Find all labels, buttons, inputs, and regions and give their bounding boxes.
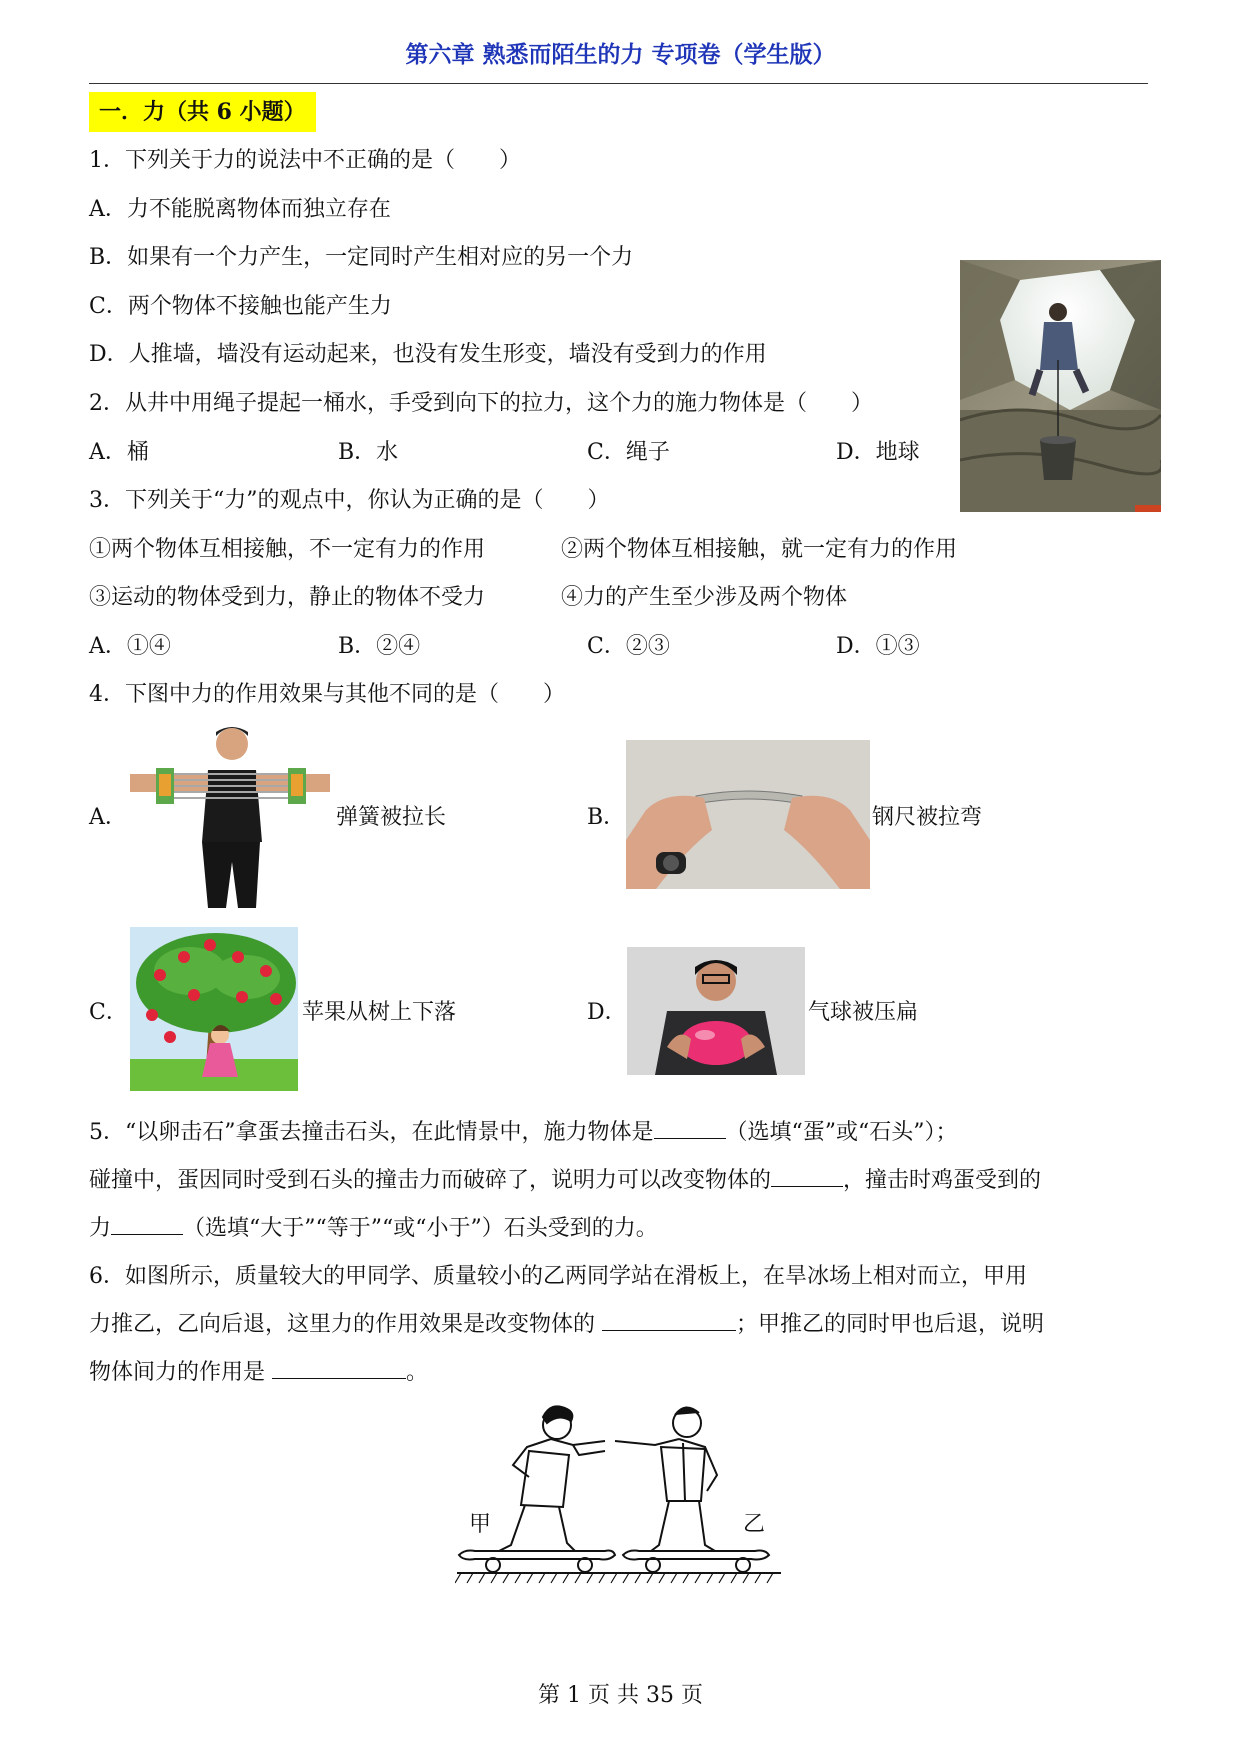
q5-line-2-text-b: ，撞击时鸡蛋受到的 [843,1168,1042,1193]
spring-stretcher-photo [130,722,330,908]
q6-blank-1[interactable] [602,1330,736,1331]
q6-line-2-text-a: 力推乙，乙向后退，这里力的作用效果是改变物体的 [89,1312,596,1337]
section-title: 一．力（共 6 小题） [89,92,316,132]
q6-line-3-text-a: 物体间力的作用是 [89,1360,266,1385]
q2-stem: 2．从井中用绳子提起一桶水，手受到向下的拉力，这个力的施力物体是（ ） [89,391,873,416]
q2-option-a: A．桶 [89,440,149,465]
q4-option-d-letter: D． [587,1000,627,1025]
label-jia: 甲 [469,1512,492,1537]
q5-line-3-text-a: 力 [89,1216,112,1241]
q6-line-2-text-b: ；甲推乙的同时甲也后退，说明 [736,1312,1045,1337]
q5-line-1-text-b: （选填“蛋”或“石头”）； [725,1120,958,1145]
label-yi: 乙 [743,1512,766,1537]
q3-statement-3: ③运动的物体受到力，静止的物体不受力 [89,585,486,610]
q4-option-c-letter: C． [89,1000,128,1025]
q3-statement-2: ②两个物体互相接触，就一定有力的作用 [561,537,958,562]
q1-option-b: B．如果有一个力产生，一定同时产生相对应的另一个力 [89,245,634,270]
q5-line-1 [89,1118,958,1148]
q1-option-d: D．人推墙，墙没有运动起来，也没有发生形变，墙没有受到力的作用 [89,342,767,367]
q3-option-a: A．①④ [89,634,171,659]
q6-blank-2[interactable] [272,1378,406,1379]
header-divider [89,83,1148,84]
q3-option-d: D．①③ [836,634,920,659]
q2-option-b: B．水 [338,440,399,465]
q6-line-1: 6．如图所示，质量较大的甲同学、质量较小的乙两同学站在滑板上，在旱冰场上相对而立，甲用 [89,1264,1028,1289]
q5-line-1-text-a: 5．“以卵击石”拿蛋去撞击石头，在此情景中，施力物体是 [89,1120,654,1145]
q3-statement-1: ①两个物体互相接触，不一定有力的作用 [89,537,486,562]
q6-line-3-text-b: 。 [406,1360,429,1385]
q6-line-2 [89,1310,1044,1340]
q1-stem: 1．下列关于力的说法中不正确的是（ ） [89,148,521,173]
page-header-title: 第六章 熟悉而陌生的力 专项卷（学生版） [405,42,836,68]
q2-option-d: D．地球 [836,440,920,465]
q4-stem: 4．下图中力的作用效果与其他不同的是（ ） [89,682,565,707]
q3-statement-4: ④力的产生至少涉及两个物体 [561,585,848,610]
q4-option-b-letter: B． [587,805,626,830]
q3-option-b: B．②④ [338,634,421,659]
q5-blank-2[interactable] [771,1186,843,1187]
q5-blank-1[interactable] [654,1138,726,1139]
q4-option-c-text: 苹果从树上下落 [302,1000,457,1025]
q4-option-d-text: 气球被压扁 [808,1000,919,1025]
page-footer: 第 1 页 共 35 页 [538,1683,703,1708]
q6-line-3 [89,1358,428,1388]
q5-line-3-text-b: （选填“大于”“等于”“或“小于”）石头受到的力。 [183,1216,658,1241]
q4-option-a-letter: A． [89,805,127,830]
q5-line-3 [89,1214,658,1244]
q5-line-2-text-a: 碰撞中，蛋因同时受到石头的撞击力而破碎了，说明力可以改变物体的 [89,1168,772,1193]
q1-option-c: C．两个物体不接触也能产生力 [89,294,392,319]
q3-stem: 3．下列关于“力”的观点中，你认为正确的是（ ） [89,488,610,513]
apple-tree-illustration [130,927,298,1091]
q3-option-c: C．②③ [587,634,670,659]
q1-option-a: A．力不能脱离物体而独立存在 [89,197,391,222]
bending-ruler-photo [626,740,870,889]
balloon-squeeze-photo [627,947,805,1075]
q4-option-b-text: 钢尺被拉弯 [872,805,983,830]
q5-line-2 [89,1166,1041,1196]
q4-option-a-text: 弹簧被拉长 [336,805,447,830]
skateboard-push-diagram [455,1395,785,1585]
q5-blank-3[interactable] [111,1234,183,1235]
q2-option-c: C．绳子 [587,440,670,465]
well-photo [960,260,1161,512]
